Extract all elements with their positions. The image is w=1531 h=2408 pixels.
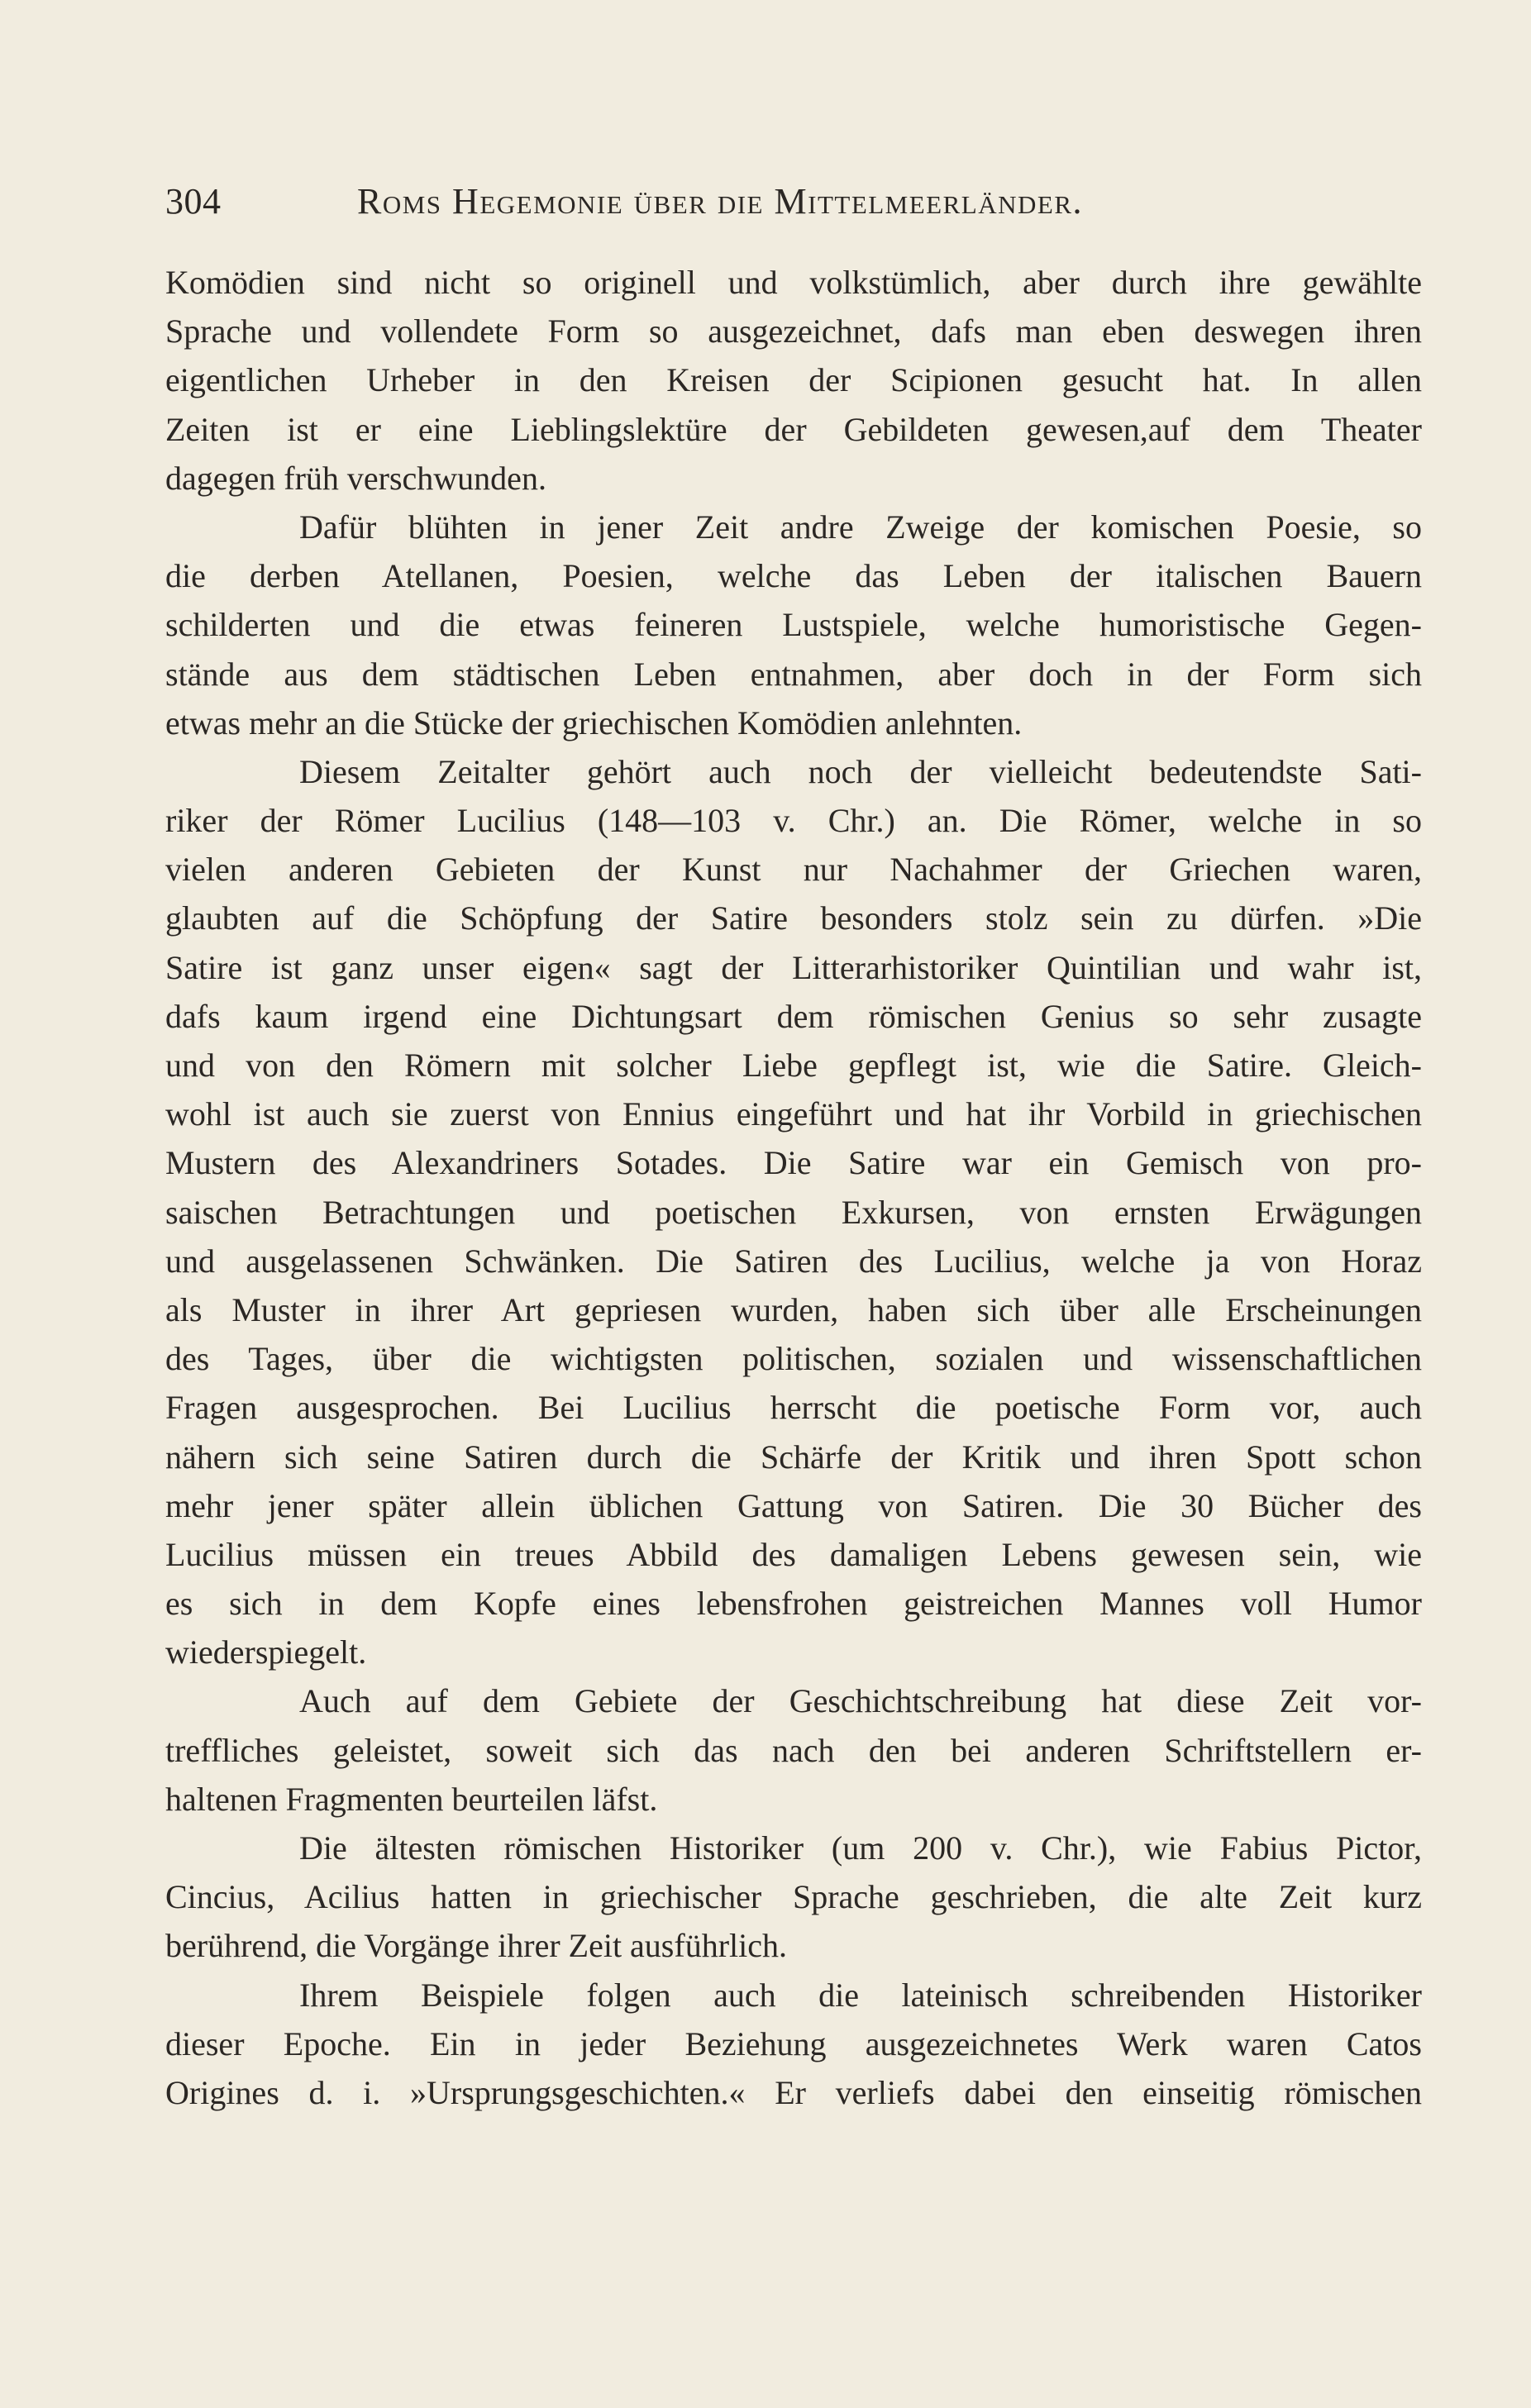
body-text bbox=[165, 258, 1422, 2117]
text-line: Die ältesten römischen Historiker (um 200 v. Chr.), wie Fabius Pictor, bbox=[299, 1829, 1422, 1867]
text-line: dagegen früh verschwunden. bbox=[165, 459, 546, 497]
text-line: Diesem Zeitalter gehört auch noch der vielleicht bedeutendste Sati- bbox=[299, 752, 1422, 790]
text-line: haltenen Fragmenten beurteilen läfst. bbox=[165, 1780, 658, 1818]
paragraph bbox=[165, 1676, 1422, 1824]
page-header bbox=[165, 180, 1422, 238]
text-line: dieser Epoche. Ein in jeder Beziehung ausgezeichnetes Werk waren Catos bbox=[165, 2024, 1422, 2062]
text-line: dafs kaum irgend eine Dichtungsart dem römischen Genius so sehr zusagte bbox=[165, 997, 1422, 1035]
text-line: Komödien sind nicht so originell und volkstümlich, aber durch ihre gewählte bbox=[165, 264, 1422, 301]
text-line: treffliches geleistet, soweit sich das nach den bei anderen Schriftstellern er- bbox=[165, 1731, 1422, 1769]
text-line: und ausgelassenen Schwänken. Die Satiren des Lucilius, welche ja von Horaz bbox=[165, 1242, 1422, 1280]
text-line: Zeiten ist er eine Lieblingslektüre der Gebildeten gewesen,auf dem Theater bbox=[165, 410, 1422, 448]
text-line: eigentlichen Urheber in den Kreisen der Scipionen gesucht hat. In allen bbox=[165, 361, 1422, 399]
text-line: berührend, die Vorgänge ihrer Zeit ausführlich. bbox=[165, 1927, 787, 1965]
text-line: Ihrem Beispiele folgen auch die lateinisch schreibenden Historiker bbox=[299, 1976, 1422, 2014]
running-title: Roms Hegemonie über die Mittelmeerländer. bbox=[357, 181, 1084, 222]
text-line: glaubten auf die Schöpfung der Satire besonders stolz sein zu dürfen. »Die bbox=[165, 899, 1422, 937]
paragraph bbox=[165, 258, 1422, 503]
text-line: schilderten und die etwas feineren Lustspiele, welche humoristische Gegen- bbox=[165, 606, 1422, 644]
text-line: Dafür blühten in jener Zeit andre Zweige der komischen Poesie, so bbox=[299, 508, 1422, 546]
text-line: es sich in dem Kopfe eines lebensfrohen geistreichen Mannes voll Humor bbox=[165, 1585, 1422, 1623]
text-line: Lucilius müssen ein treues Abbild des damaligen Lebens gewesen sein, wie bbox=[165, 1535, 1422, 1573]
paragraph bbox=[165, 1971, 1422, 2118]
text-line: mehr jener später allein üblichen Gattung von Satiren. Die 30 Bücher des bbox=[165, 1486, 1422, 1524]
text-line: wohl ist auch sie zuerst von Ennius eingeführt und hat ihr Vorbild in griechischen bbox=[165, 1095, 1422, 1133]
text-line: Origines d. i. »Ursprungsgeschichten.« Er verliefs dabei den einseitig römischen bbox=[165, 2073, 1422, 2111]
text-line: des Tages, über die wichtigsten politischen, sozialen und wissenschaftlichen bbox=[165, 1340, 1422, 1378]
text-line: stände aus dem städtischen Leben entnahmen, aber doch in der Form sich bbox=[165, 655, 1422, 693]
text-line: Satire ist ganz unser eigen« sagt der Litterarhistoriker Quintilian und wahr ist, bbox=[165, 948, 1422, 986]
text-line: wiederspiegelt. bbox=[165, 1633, 367, 1671]
paragraph bbox=[165, 1824, 1422, 1971]
paragraph bbox=[165, 747, 1422, 1677]
text-line: nähern sich seine Satiren durch die Schärfe der Kritik und ihren Spott schon bbox=[165, 1438, 1422, 1476]
page-number: 304 bbox=[165, 181, 222, 222]
text-line: saischen Betrachtungen und poetischen Exkursen, von ernsten Erwägungen bbox=[165, 1193, 1422, 1231]
text-line: und von den Römern mit solcher Liebe gepflegt ist, wie die Satire. Gleich- bbox=[165, 1047, 1422, 1084]
text-line: vielen anderen Gebieten der Kunst nur Nachahmer der Griechen waren, bbox=[165, 851, 1422, 889]
text-line: Sprache und vollendete Form so ausgezeichnet, dafs man eben deswegen ihren bbox=[165, 312, 1422, 350]
text-line: Mustern des Alexandriners Sotades. Die Satire war ein Gemisch von pro- bbox=[165, 1144, 1422, 1182]
text-line: Cincius, Acilius hatten in griechischer Sprache geschrieben, die alte Zeit kurz bbox=[165, 1878, 1422, 1916]
paragraph bbox=[165, 503, 1422, 747]
text-line: etwas mehr an die Stücke der griechischen Komödien anlehnten. bbox=[165, 703, 1023, 741]
text-line: als Muster in ihrer Art gepriesen wurden, haben sich über alle Erscheinungen bbox=[165, 1290, 1422, 1328]
text-line: Fragen ausgesprochen. Bei Lucilius herrscht die poetische Form vor, auch bbox=[165, 1389, 1422, 1427]
text-line: die derben Atellanen, Poesien, welche das Leben der italischen Bauern bbox=[165, 557, 1422, 595]
text-line: riker der Römer Lucilius (148—103 v. Chr.) an. Die Römer, welche in so bbox=[165, 802, 1422, 840]
text-line: Auch auf dem Gebiete der Geschichtschreibung hat diese Zeit vor- bbox=[299, 1682, 1422, 1720]
